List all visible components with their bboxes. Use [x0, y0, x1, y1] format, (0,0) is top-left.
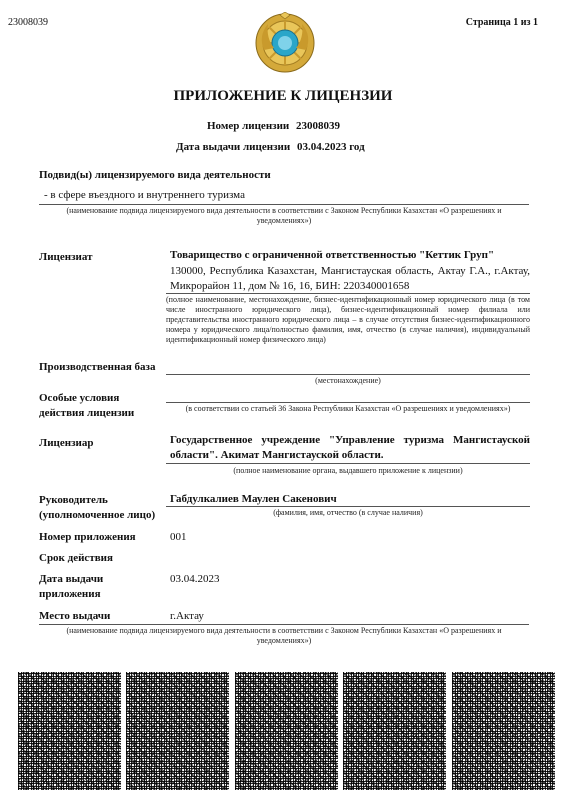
- divider: [166, 506, 530, 507]
- divider: [166, 374, 530, 375]
- license-date-label: Дата выдачи лицензии: [176, 141, 291, 153]
- subtype-label: Подвид(ы) лицензируемого вида деятельности: [39, 169, 271, 181]
- divider: [39, 204, 529, 205]
- page-title: ПРИЛОЖЕНИЕ К ЛИЦЕНЗИИ: [173, 88, 393, 104]
- subtype-note: (наименование подвида лицензируемого вида деятельности в соответствии с Законом Республики Казахстан «О разрешениях и уведомлениях»): [66, 206, 502, 225]
- kazakhstan-emblem-icon: [254, 12, 316, 74]
- place-label: Место выдачи: [39, 610, 111, 622]
- document-number: 23008039: [8, 17, 48, 28]
- appendix-date-value: 03.04.2023: [170, 573, 220, 585]
- licensor-note: (полное наименование органа, выдавшего приложение к лицензии): [233, 466, 463, 475]
- subtype-value: - в сфере въездного и внутреннего туризма: [44, 189, 245, 201]
- divider: [166, 463, 530, 464]
- special-conditions-label: Особые условия действия лицензии: [39, 392, 135, 419]
- head-note: (фамилия, имя, отчество (в случае наличия): [273, 508, 423, 517]
- qr-code-icon: [18, 672, 121, 790]
- appendix-date-label: Дата выдачи приложения: [39, 573, 104, 600]
- head-label: Руководитель (уполномоченное лицо): [39, 494, 156, 521]
- special-conditions-note: (в соответствии со статьей 36 Закона Республики Казахстан «О разрешениях и уведомлениях»): [185, 404, 511, 413]
- head-value: Габдулкалиев Маулен Сакенович: [170, 493, 337, 505]
- qr-code-icon: [235, 672, 338, 790]
- licensor-label: Лицензиар: [39, 437, 94, 449]
- production-base-note: (местонахождение): [315, 376, 381, 385]
- page-indicator: Страница 1 из 1: [465, 17, 538, 28]
- validity-label: Срок действия: [39, 552, 113, 564]
- licensor-value: Государственное учреждение "Управление туризма Мангистауской области". Акимат Мангистауской области.: [170, 434, 530, 461]
- appendix-number-value: 001: [170, 531, 187, 543]
- divider: [166, 293, 530, 294]
- licensee-name: Товарищество с ограниченной ответственностью "Кеттик Груп": [170, 249, 495, 261]
- license-date-value: 03.04.2023 год: [296, 141, 365, 153]
- qr-code-icon: [452, 672, 555, 790]
- license-number-row: [207, 120, 340, 132]
- place-note: (наименование подвида лицензируемого вида деятельности в соответствии с Законом Республики Казахстан «О разрешениях и уведомлениях»): [66, 626, 502, 645]
- license-date-row: [176, 141, 365, 153]
- license-number-value: 23008039: [296, 120, 341, 132]
- divider: [166, 402, 530, 403]
- divider: [39, 624, 529, 625]
- production-base-label: Производственная база: [39, 361, 156, 373]
- licensee-address: 130000, Республика Казахстан, Мангистауская область, Актау Г.А., г.Актау, Микрорайон 11, дом № 16, 16, БИН: 220340001658: [170, 265, 530, 292]
- qr-code-icon: [126, 672, 229, 790]
- qr-code-icon: [343, 672, 446, 790]
- licensee-label: Лицензиат: [39, 251, 93, 263]
- license-number-label: Номер лицензии: [207, 120, 290, 132]
- appendix-number-label: Номер приложения: [39, 531, 136, 543]
- licensee-note: (полное наименование, местонахождение, бизнес-идентификационный номер юридического лица (в том числе иностранного юридического лица), бизнес-идентификационный номер филиала или представительства иностранного юридического лица – в случае отсутствия бизнес-идентификационного номера у юридического лица/полностью фамилия, имя, отчество (в случае наличия), индивидуальный идентификационный номер физического лица): [166, 295, 530, 344]
- place-value: г.Актау: [170, 610, 204, 622]
